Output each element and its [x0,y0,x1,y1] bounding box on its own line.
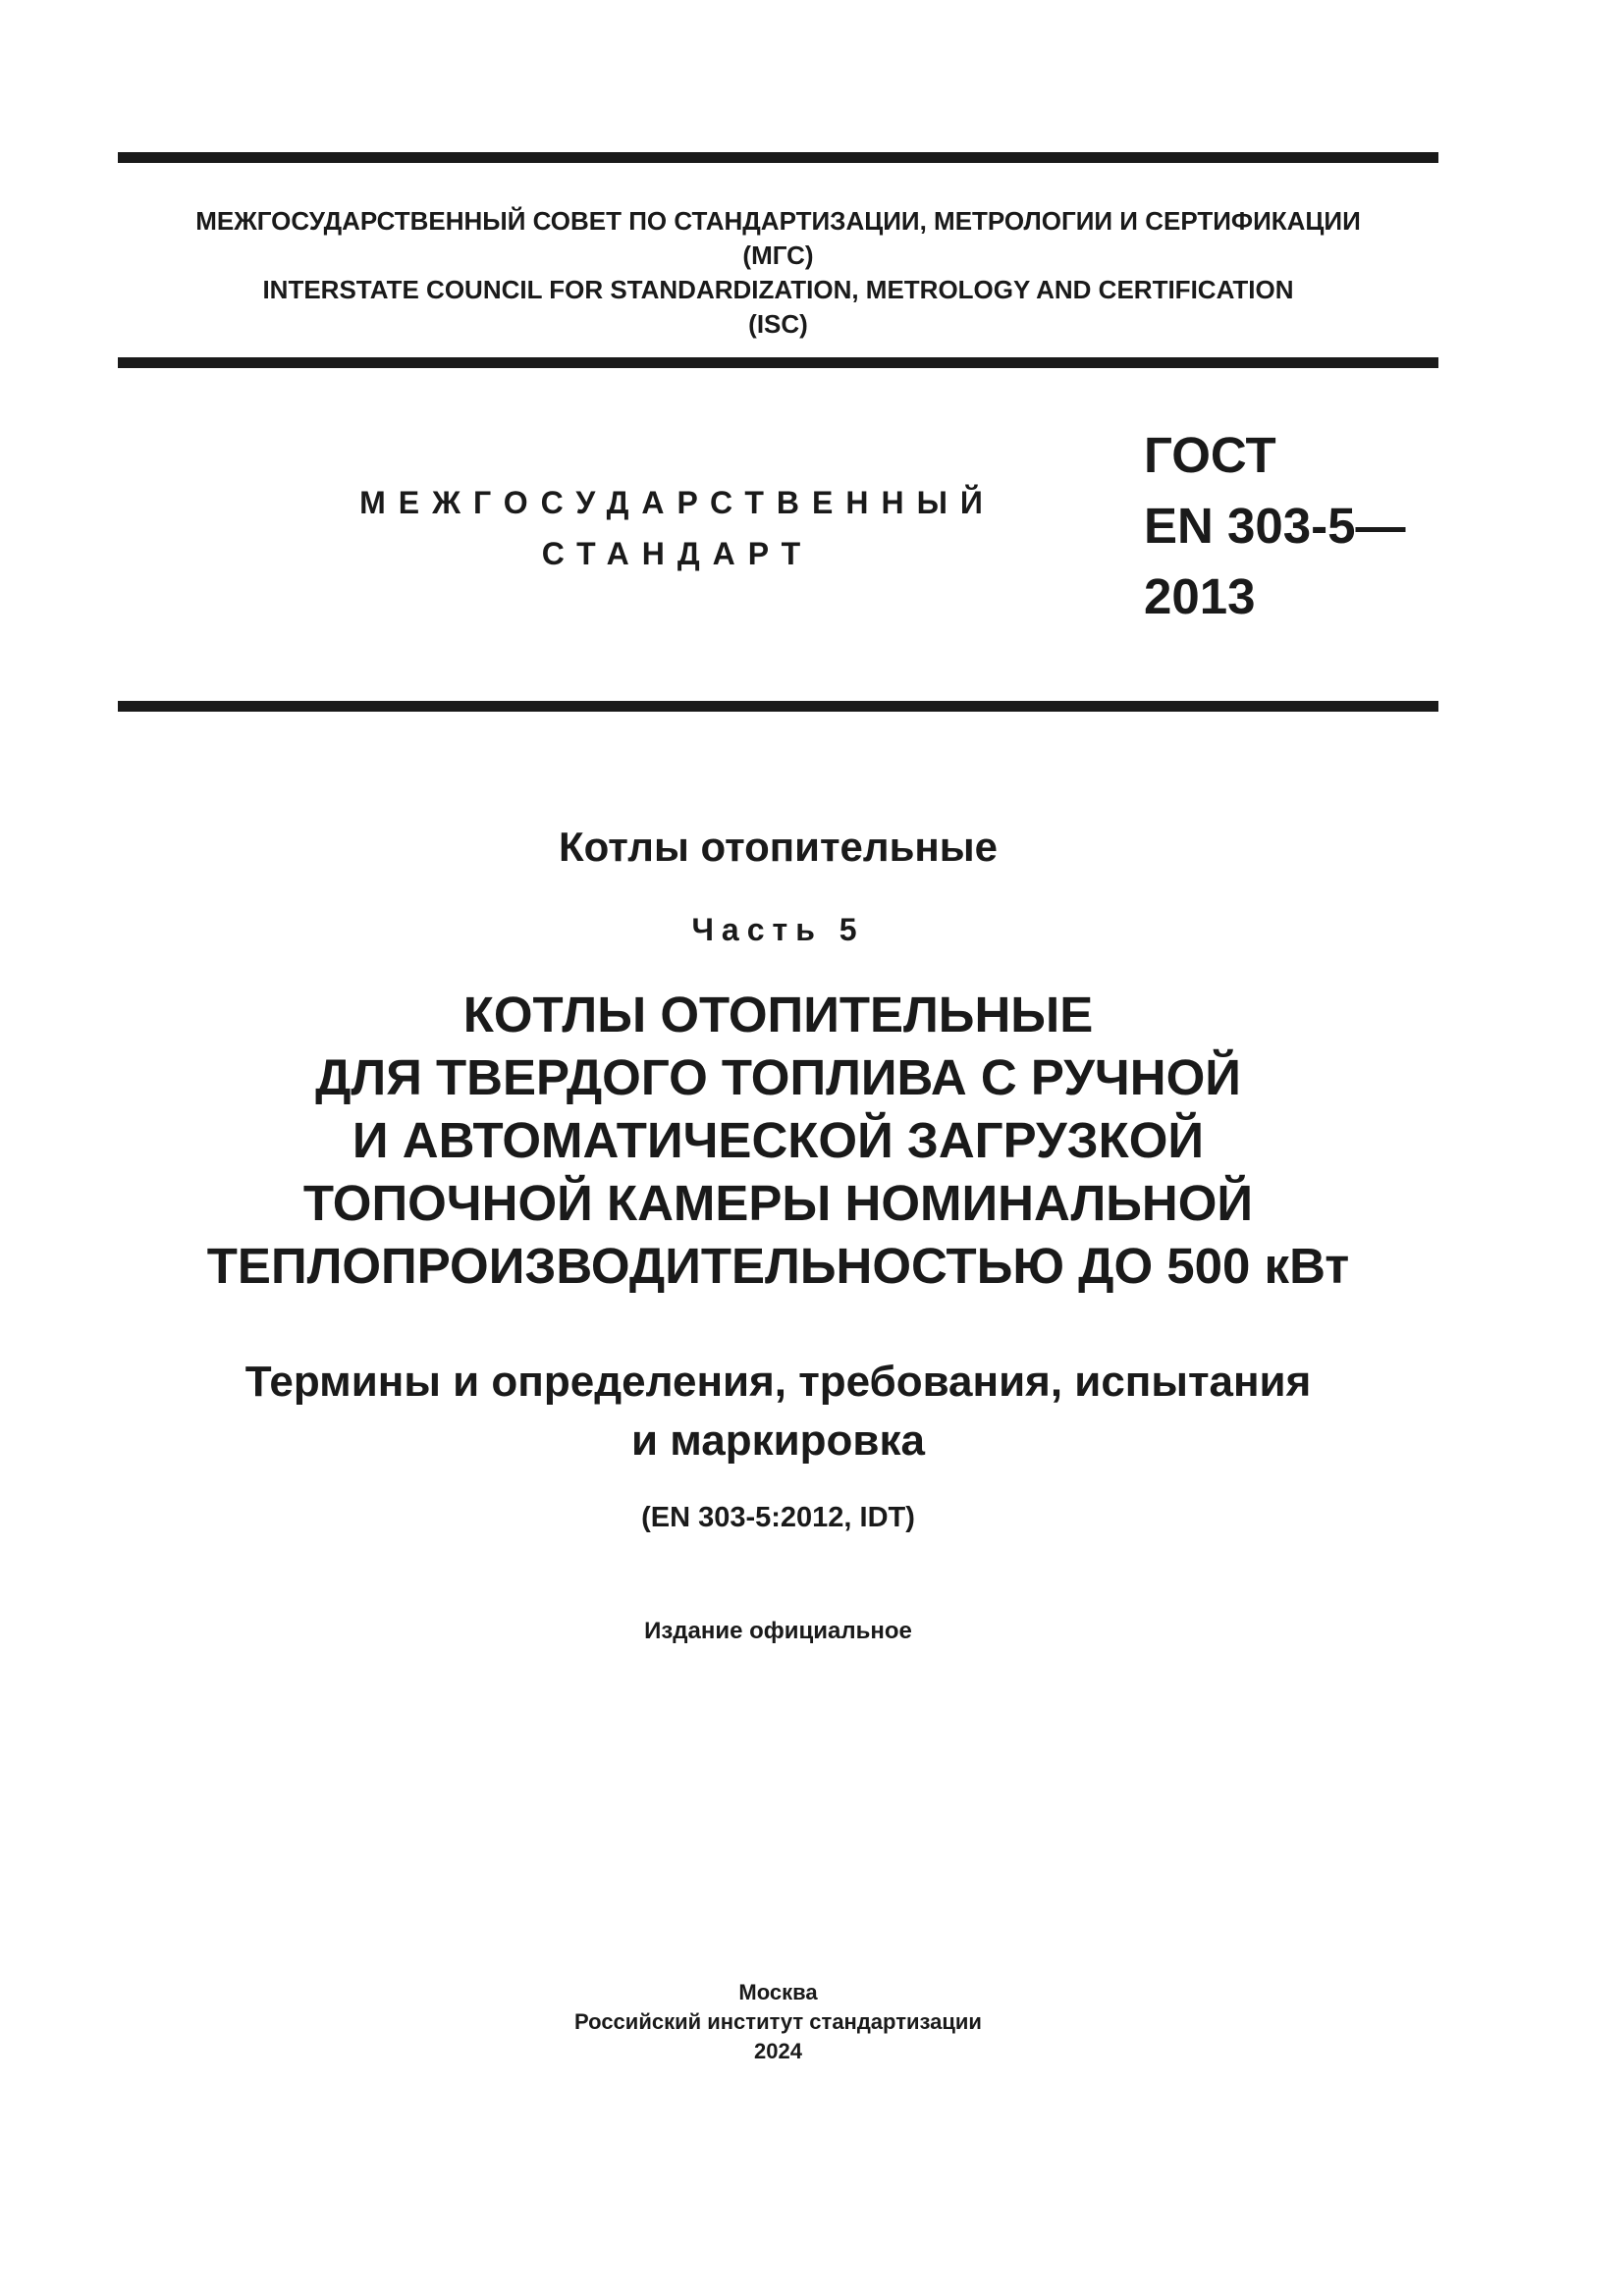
council-abbr-en: (ISC) [748,309,808,339]
standard-kind-line-2: СТАНДАРТ [541,536,814,571]
main-title-line: ТОПОЧНОЙ КАМЕРЫ НОМИНАЛЬНОЙ [302,1175,1254,1231]
council-name-ru: МЕЖГОСУДАРСТВЕННЫЙ СОВЕТ ПО СТАНДАРТИЗАЦИИ, МЕТРОЛОГИИ И СЕРТИФИКАЦИИ [195,206,1361,236]
council-abbr-ru: (МГС) [742,240,814,270]
general-title: Котлы отопительные [559,824,998,870]
edition-label: Издание официальное [644,1618,912,1644]
designation-line-1: ГОСТ [1144,427,1276,483]
main-title-line: ДЛЯ ТВЕРДОГО ТОПЛИВА С РУЧНОЙ [315,1049,1241,1105]
subtitle-line: и маркировка [631,1416,925,1465]
subtitle-line: Термины и определения, требования, испытания [244,1358,1312,1406]
standard-designation [1144,420,1405,632]
council-divider [118,357,1438,368]
top-rule [118,152,1438,163]
main-title-line: КОТЛЫ ОТОПИТЕЛЬНЫЕ [462,987,1094,1042]
council-header [118,204,1438,342]
part-label: Часть 5 [691,912,865,947]
equivalence-note: (EN 303-5:2012, IDT) [641,1502,915,1533]
imprint-city: Москва [738,1980,818,2004]
designation-line-2: EN 303-5— [1144,498,1406,554]
council-name-en: INTERSTATE COUNCIL FOR STANDARDIZATION, METROLOGY AND CERTIFICATION [262,275,1294,304]
designation-line-3: 2013 [1144,568,1256,624]
main-title-line: И АВТОМАТИЧЕСКОЙ ЗАГРУЗКОЙ [352,1112,1205,1168]
imprint-publisher: Российский институт стандартизации [574,2009,982,2034]
main-title [118,984,1438,1298]
imprint-year: 2024 [754,2039,802,2063]
standard-kind-line-1: МЕЖГОСУДАРСТВЕННЫЙ [359,485,996,520]
imprint [118,1978,1438,2066]
main-title-line: ТЕПЛОПРОИЗВОДИТЕЛЬНОСТЬЮ ДО 500 кВт [206,1238,1350,1294]
designation-divider [118,701,1438,712]
subtitle [118,1353,1438,1470]
standard-kind [285,477,1070,579]
